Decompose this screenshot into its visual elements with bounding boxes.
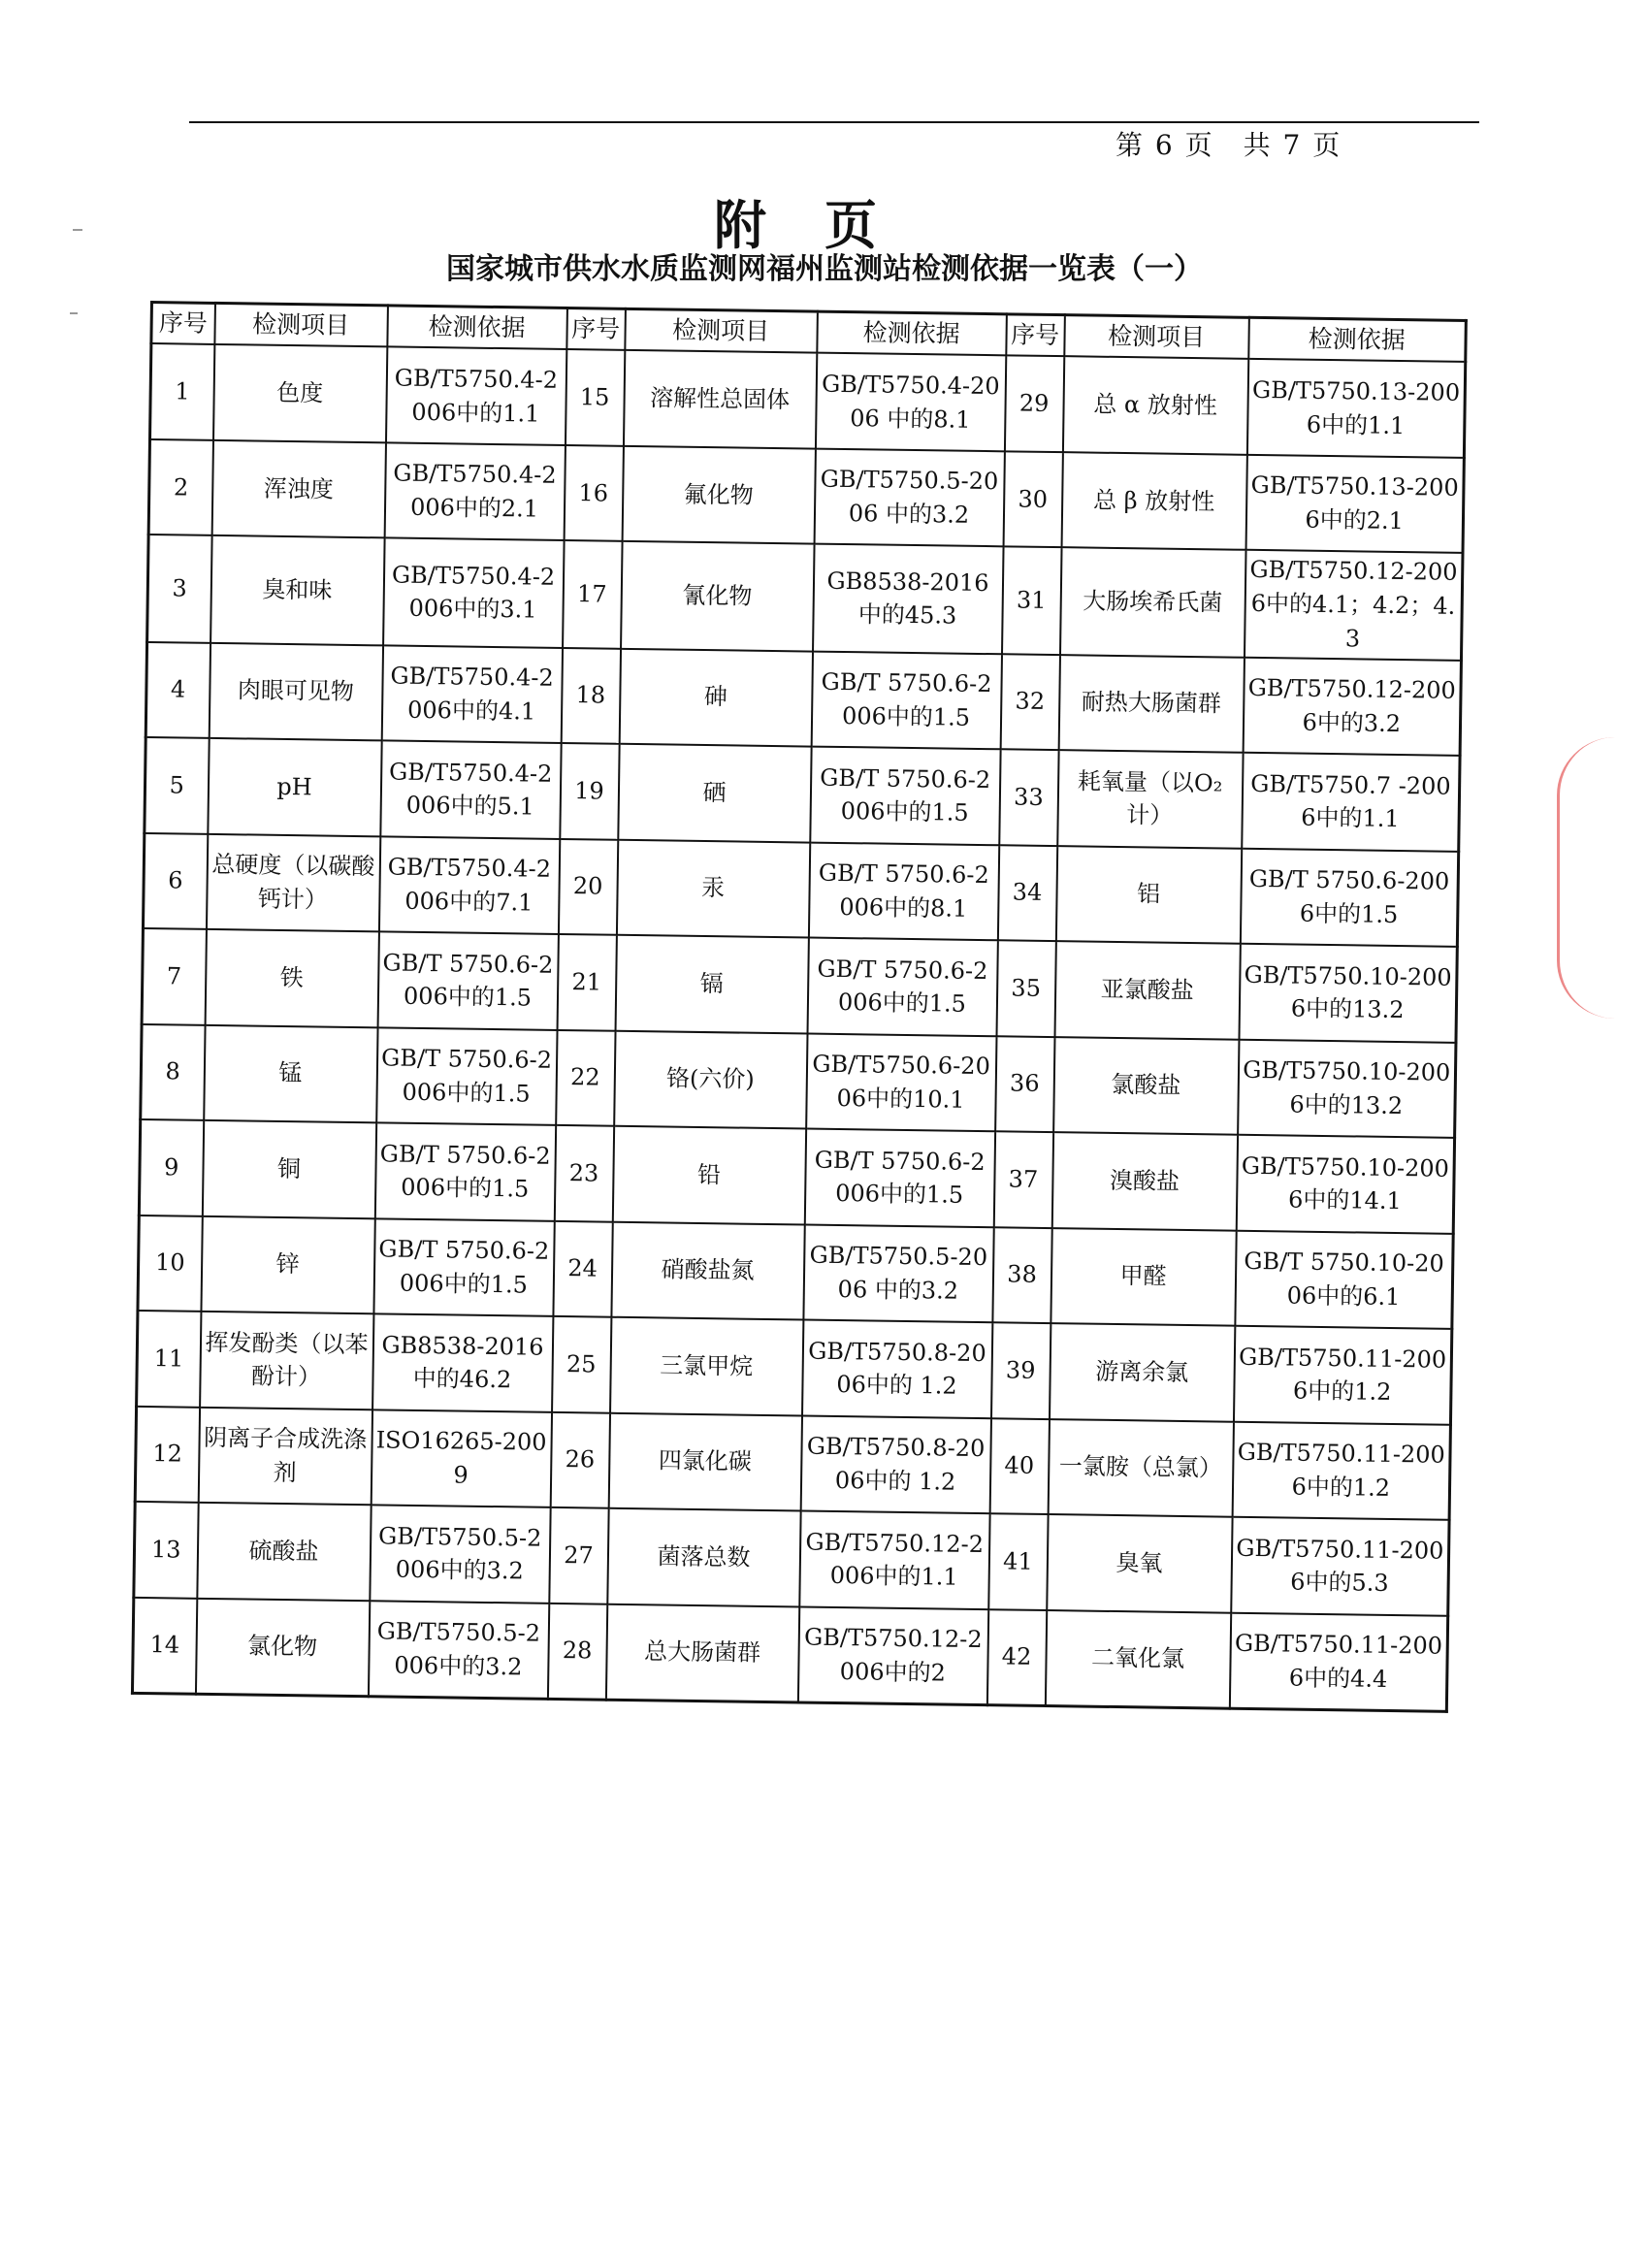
header-item: 检测项目 <box>625 308 818 353</box>
document-subtitle: 国家城市供水水质监测网福州监测站检测依据一览表（一） <box>446 252 1203 286</box>
cell-seq: 30 <box>1003 451 1062 547</box>
cell-seq: 14 <box>132 1598 196 1694</box>
cell-basis: GB/T5750.11-2006中的1.2 <box>1232 1421 1450 1520</box>
cell-basis: GB/T5750.10-2006中的14.1 <box>1236 1135 1454 1234</box>
cell-seq: 20 <box>558 839 617 935</box>
cell-seq: 9 <box>139 1119 203 1215</box>
cell-item: 色度 <box>213 344 387 442</box>
cell-seq: 39 <box>991 1322 1051 1418</box>
table-row <box>137 1311 1452 1424</box>
cell-item: 氯酸盐 <box>1053 1037 1239 1135</box>
cell-seq: 4 <box>146 642 210 738</box>
cell-item: pH <box>208 738 381 836</box>
cell-seq: 37 <box>993 1131 1052 1227</box>
cell-item: 铁 <box>205 929 378 1027</box>
cell-item: 臭氧 <box>1047 1514 1232 1612</box>
cell-item: 亚氯酸盐 <box>1054 941 1240 1039</box>
cell-item: 浑浊度 <box>211 440 385 538</box>
header-rule <box>189 121 1479 123</box>
cell-item: 四氯化碳 <box>608 1412 801 1510</box>
table-row <box>132 1598 1447 1711</box>
cell-basis: GB/T5750.8-2006中的 1.2 <box>802 1320 992 1418</box>
cell-basis: GB/T 5750.6-2006中的1.5 <box>377 931 558 1029</box>
cell-item: 铜 <box>202 1120 375 1218</box>
table-row <box>138 1215 1453 1329</box>
cell-seq: 25 <box>552 1316 611 1412</box>
cell-basis: GB/T5750.10-2006中的13.2 <box>1238 1039 1456 1138</box>
header-item: 检测项目 <box>214 303 388 346</box>
cell-basis: GB/T 5750.6-2006中的1.5 <box>373 1218 554 1316</box>
cell-basis: GB/T5750.4-2006中的3.1 <box>383 538 565 648</box>
red-seal-stamp <box>1557 737 1615 1019</box>
cell-item: 硒 <box>618 744 811 842</box>
cell-seq: 33 <box>999 749 1058 845</box>
table-row <box>145 737 1460 851</box>
cell-item: 镉 <box>615 935 808 1033</box>
cell-item: 总硬度（以碳酸钙计） <box>206 834 379 932</box>
cell-basis: GB/T5750.13-2006中的1.1 <box>1246 359 1465 458</box>
cell-item: 硝酸盐氮 <box>611 1221 804 1319</box>
page-number: 第 6 页 共 7 页 <box>1116 129 1342 161</box>
cell-item: 铬(六价) <box>614 1030 807 1128</box>
cell-basis: ISO16265-2009 <box>371 1409 551 1507</box>
cell-item: 硫酸盐 <box>197 1503 371 1601</box>
table-row <box>141 1024 1456 1138</box>
cell-basis: GB/T5750.11-2006中的1.2 <box>1233 1326 1451 1425</box>
cell-seq: 6 <box>143 833 207 929</box>
table-row <box>143 833 1458 947</box>
cell-seq: 17 <box>563 540 623 648</box>
cell-basis: GB/T5750.4-2006中的1.1 <box>385 347 566 445</box>
cell-item: 大肠埃希氏菌 <box>1059 547 1245 657</box>
cell-item: 甲醛 <box>1051 1228 1236 1326</box>
cell-item: 耐热大肠菌群 <box>1058 655 1244 753</box>
header-item: 检测项目 <box>1064 315 1249 359</box>
cell-item: 阴离子合成洗涤剂 <box>198 1407 372 1505</box>
table-body <box>132 343 1465 1711</box>
cell-seq: 40 <box>989 1418 1049 1514</box>
cell-seq: 29 <box>1004 356 1063 452</box>
cell-seq: 24 <box>553 1221 612 1317</box>
cell-basis: GB/T5750.5-2006中的3.2 <box>368 1601 548 1699</box>
cell-basis: GB/T5750.5-2006中的3.2 <box>370 1505 550 1603</box>
cell-seq: 26 <box>550 1412 609 1508</box>
cell-seq: 7 <box>142 928 206 1024</box>
cell-seq: 42 <box>986 1609 1046 1705</box>
cell-basis: GB/T5750.12-2006中的4.1；4.2；4.3 <box>1244 550 1463 661</box>
cell-seq: 5 <box>145 737 209 833</box>
table-row <box>146 642 1461 756</box>
cell-seq: 13 <box>134 1502 198 1598</box>
cell-basis: GB/T5750.4-2006中的5.1 <box>380 741 561 839</box>
cell-basis: GB/T5750.10-2006中的13.2 <box>1239 944 1457 1043</box>
cell-seq: 36 <box>995 1036 1054 1132</box>
cell-seq: 8 <box>141 1024 205 1120</box>
table-row <box>139 1119 1454 1233</box>
cell-basis: GB/T5750.5-2006 中的3.2 <box>803 1224 993 1322</box>
cell-item: 二氧化氯 <box>1045 1610 1230 1708</box>
cell-basis: GB8538-2016中的46.2 <box>372 1313 553 1411</box>
cell-basis: GB/T 5750.6-2006中的1.5 <box>807 938 997 1036</box>
cell-item: 三氯甲烷 <box>610 1317 803 1415</box>
scan-mark <box>73 229 82 231</box>
cell-item: 一氯胺（总氯） <box>1048 1419 1233 1517</box>
header-seq: 序号 <box>1006 314 1065 357</box>
cell-item: 肉眼可见物 <box>209 643 382 741</box>
cell-basis: GB/T5750.4-2006中的2.1 <box>384 442 565 540</box>
cell-seq: 32 <box>1000 654 1059 750</box>
cell-seq: 11 <box>137 1311 201 1407</box>
table-row <box>150 343 1466 457</box>
cell-item: 溶解性总固体 <box>623 350 816 448</box>
cell-basis: GB/T5750.4-2006中的7.1 <box>378 836 559 934</box>
cell-item: 臭和味 <box>210 535 385 645</box>
table-row <box>135 1407 1450 1520</box>
cell-seq: 18 <box>561 648 620 744</box>
cell-basis: GB/T 5750.6-2006中的1.5 <box>376 1027 557 1125</box>
cell-basis: GB/T5750.11-2006中的5.3 <box>1231 1517 1449 1616</box>
cell-basis: GB/T5750.7 -2006中的1.1 <box>1242 753 1460 852</box>
cell-basis: GB/T 5750.10-2006中的6.1 <box>1235 1230 1453 1329</box>
cell-basis: GB/T 5750.6-2006中的1.5 <box>810 747 1000 845</box>
document-title: 附页 <box>714 194 935 256</box>
cell-item: 氯化物 <box>195 1598 369 1696</box>
cell-seq: 10 <box>138 1215 202 1312</box>
cell-basis: GB/T5750.6-2006中的10.1 <box>806 1033 996 1131</box>
cell-item: 氟化物 <box>622 446 815 544</box>
cell-seq: 1 <box>150 343 214 439</box>
cell-basis: GB/T5750.13-2006中的2.1 <box>1245 455 1464 554</box>
cell-basis: GB/T 5750.6-2006中的8.1 <box>808 842 998 940</box>
cell-item: 锰 <box>204 1024 377 1122</box>
cell-item: 铅 <box>612 1126 805 1224</box>
cell-seq: 2 <box>148 439 212 535</box>
cell-item: 总大肠菌群 <box>605 1604 798 1701</box>
cell-item: 汞 <box>616 839 809 937</box>
cell-seq: 27 <box>549 1507 608 1604</box>
cell-seq: 38 <box>992 1227 1051 1323</box>
cell-basis: GB8538-2016中的45.3 <box>813 544 1004 654</box>
table-row <box>147 535 1463 660</box>
cell-seq: 12 <box>135 1407 199 1503</box>
cell-basis: GB/T5750.8-2006中的 1.2 <box>800 1415 990 1513</box>
cell-item: 总 α 放射性 <box>1062 356 1247 454</box>
cell-seq: 3 <box>147 535 212 642</box>
table-wrapper <box>131 301 1465 1712</box>
header-seq: 序号 <box>566 308 626 350</box>
cell-basis: GB/T5750.11-2006中的4.4 <box>1229 1612 1447 1711</box>
cell-item: 砷 <box>619 648 812 746</box>
cell-item: 锌 <box>201 1215 374 1313</box>
cell-basis: GB/T 5750.6-2006中的1.5 <box>804 1129 994 1227</box>
cell-basis: GB/T5750.5-2006 中的3.2 <box>814 448 1004 546</box>
cell-item: 氰化物 <box>621 541 815 651</box>
header-basis: 检测依据 <box>387 306 567 349</box>
cell-seq: 16 <box>564 445 623 541</box>
cell-seq: 22 <box>556 1030 615 1126</box>
cell-item: 挥发酚类（以苯酚计） <box>200 1312 373 1409</box>
cell-item: 耗氧量（以O₂计） <box>1057 750 1243 848</box>
cell-basis: GB/T5750.12-2006中的1.1 <box>799 1511 989 1609</box>
cell-seq: 21 <box>557 934 616 1030</box>
cell-seq: 31 <box>1002 547 1062 655</box>
table-row <box>134 1502 1449 1615</box>
cell-seq: 35 <box>996 940 1055 1036</box>
standards-table <box>131 301 1468 1712</box>
header-basis: 检测依据 <box>1248 317 1467 362</box>
cell-basis: GB/T5750.4-2006 中的8.1 <box>815 353 1005 451</box>
cell-seq: 28 <box>547 1604 606 1700</box>
table-row <box>148 439 1464 553</box>
cell-item: 铝 <box>1055 846 1241 944</box>
cell-seq: 23 <box>554 1125 613 1221</box>
cell-seq: 15 <box>565 349 624 445</box>
cell-seq: 34 <box>997 845 1056 941</box>
cell-seq: 41 <box>988 1513 1048 1609</box>
scan-mark <box>70 312 78 314</box>
cell-item: 菌落总数 <box>607 1508 800 1606</box>
cell-basis: GB/T 5750.6-2006中的1.5 <box>374 1122 555 1220</box>
cell-basis: GB/T5750.12-2006中的3.2 <box>1243 657 1461 756</box>
cell-seq: 19 <box>560 743 619 839</box>
table-row <box>142 928 1457 1042</box>
cell-item: 游离余氯 <box>1049 1323 1234 1421</box>
cell-item: 溴酸盐 <box>1051 1132 1237 1230</box>
cell-basis: GB/T 5750.6-2006中的1.5 <box>1240 848 1458 947</box>
header-seq: 序号 <box>151 303 215 345</box>
header-basis: 检测依据 <box>817 311 1007 355</box>
cell-item: 总 β 放射性 <box>1061 452 1246 550</box>
cell-basis: GB/T5750.4-2006中的4.1 <box>381 645 562 743</box>
cell-basis: GB/T 5750.6-2006中的1.5 <box>811 651 1001 749</box>
cell-basis: GB/T5750.12-2006中的2 <box>797 1606 987 1704</box>
